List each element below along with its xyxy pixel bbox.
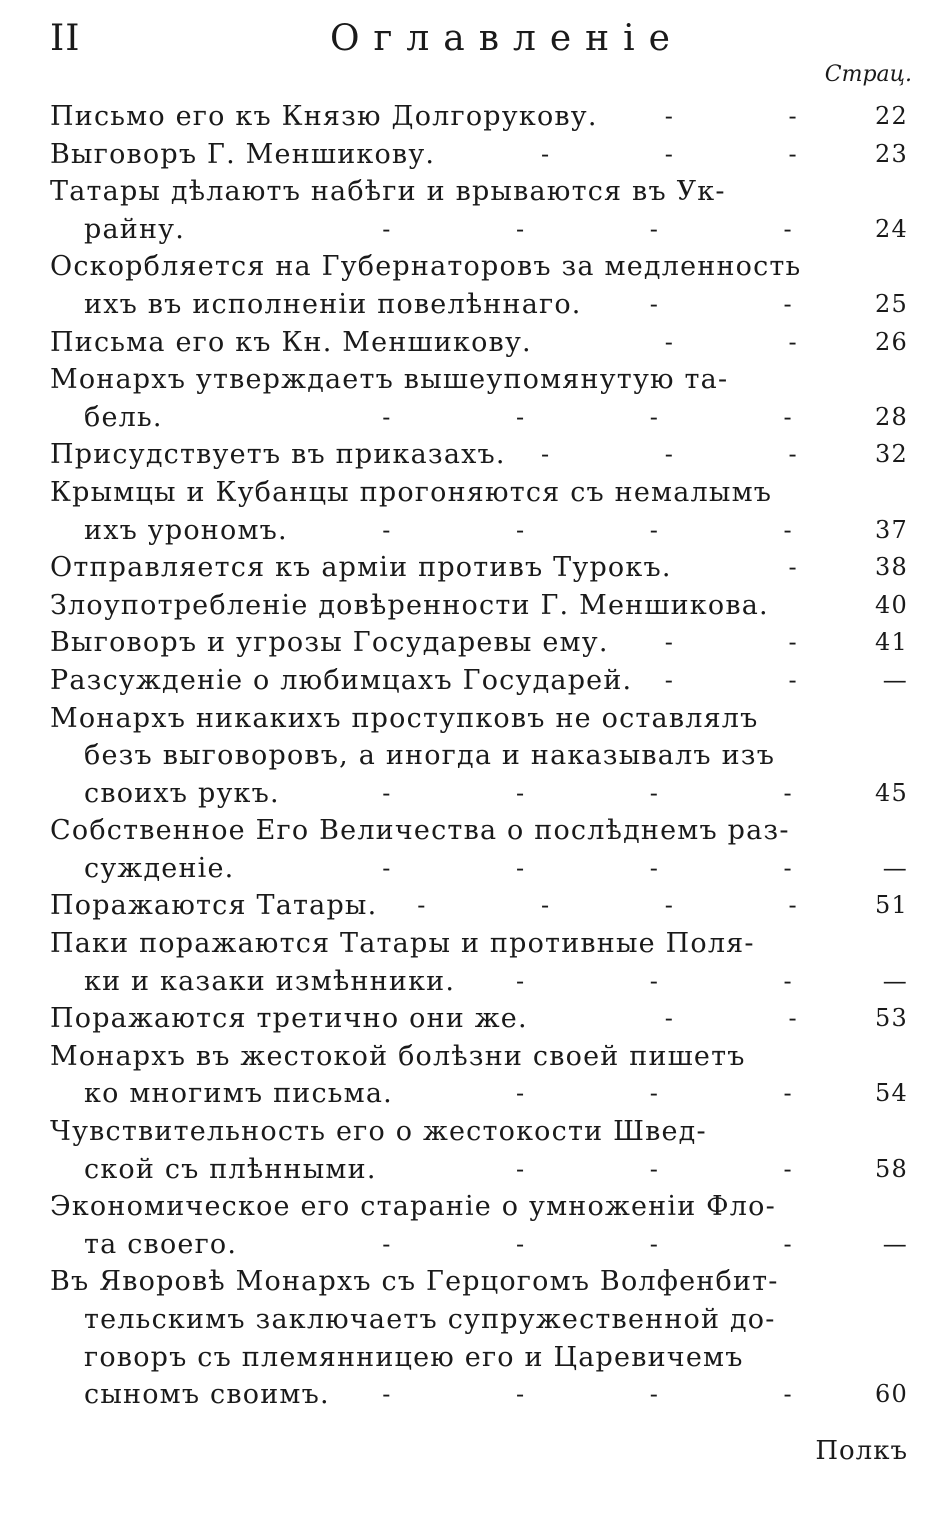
toc-entry-line: [0, 1075, 926, 1113]
toc-entry-line: [0, 662, 926, 700]
toc-entry-text: Выговоръ Г. Меншикову.: [50, 138, 436, 170]
leader-dashes: - - -: [540, 139, 798, 168]
toc-page-ref: 26: [875, 327, 908, 356]
toc-entry: [0, 624, 926, 662]
toc-entry-line: [0, 98, 926, 136]
leader-dashes: - - -: [540, 440, 798, 469]
toc-entry: [0, 361, 926, 436]
toc-entry-line: [0, 248, 926, 286]
toc-entry-line: [0, 399, 926, 437]
toc-page-ref: 37: [875, 515, 908, 544]
toc-entry-text: Экономическое его старанiе о умноженiи Фло-: [50, 1191, 776, 1223]
toc-entry-line: [0, 549, 926, 587]
toc-entry-text: Поражаются Татары.: [50, 890, 378, 922]
toc-entry-text: Поражаются третично они же.: [50, 1003, 528, 1035]
toc-page-ref: 45: [875, 778, 908, 807]
toc-entry-line: [0, 587, 926, 625]
toc-entry-text: Монархъ въ жестокой болѣзни своей пишетъ: [50, 1040, 746, 1072]
toc-page-ref: —: [882, 853, 908, 882]
toc-entry-line: [0, 1339, 926, 1377]
toc-entry-text: Письмо его къ Князю Долгорукову.: [50, 101, 598, 132]
page-title: Оглавленiе: [330, 18, 684, 59]
toc-page-ref: 22: [875, 102, 908, 130]
leader-dashes: - - - -: [382, 515, 793, 544]
toc-entry: [0, 474, 926, 549]
leader-dashes: - -: [664, 1004, 798, 1033]
toc-page-ref: —: [882, 966, 908, 995]
leader-dashes: - -: [664, 102, 798, 130]
leader-dashes: - - - -: [382, 853, 793, 882]
toc-entry: [0, 549, 926, 587]
toc-entry: [0, 248, 926, 323]
leader-dashes: - -: [664, 628, 798, 657]
toc-page-ref: 23: [875, 139, 908, 168]
toc-entry-text: райну.: [84, 213, 186, 245]
toc-entry: [0, 1038, 926, 1113]
toc-entry-line: [0, 474, 926, 512]
toc-entry-text: Паки поражаются Татары и противные Поля-: [50, 928, 755, 960]
leader-dashes: - - - -: [382, 402, 793, 431]
toc-entry: [0, 700, 926, 813]
toc-entry: [0, 587, 926, 625]
toc-entry-line: [0, 1151, 926, 1189]
toc-entry-text: Монархъ никакихъ проступковъ не оставлялъ: [50, 702, 759, 734]
leader-dashes: [360, 587, 855, 625]
toc-entry-line: [0, 1376, 926, 1414]
toc-page-ref: 24: [875, 214, 908, 243]
toc-entry-line: [0, 775, 926, 813]
table-of-contents: [0, 98, 926, 1414]
toc-page-ref: 28: [875, 402, 908, 431]
toc-entry-text: Чувствительность его о жестокости Швед-: [50, 1116, 707, 1148]
toc-entry-line: [0, 1263, 926, 1301]
leader-dashes: - -: [649, 289, 793, 318]
toc-entry-line: [0, 361, 926, 399]
toc-entry: [0, 1000, 926, 1038]
toc-entry: [0, 887, 926, 925]
toc-entry-line: [0, 812, 926, 850]
toc-page-ref: 32: [875, 440, 908, 469]
toc-page-ref: 41: [875, 628, 908, 657]
toc-entry-line: [0, 173, 926, 211]
leader-dashes: - - - -: [382, 1380, 793, 1409]
toc-entry-line: [0, 1226, 926, 1264]
toc-entry-line: [0, 436, 926, 474]
toc-entry-text: Оскорбляется на Губернаторовъ за медленность: [50, 251, 802, 283]
leader-dashes: -: [788, 553, 798, 582]
toc-entry: [0, 436, 926, 474]
toc-entry-text: Крымцы и Кубанцы прогоняются съ немалымъ: [50, 476, 773, 508]
toc-entry-line: [0, 324, 926, 362]
toc-entry-line: [0, 700, 926, 738]
toc-page-ref: —: [882, 1229, 908, 1258]
toc-entry-text: Татары дѣлаютъ набѣги и врываются въ Ук-: [50, 176, 726, 208]
leader-dashes: - -: [664, 327, 798, 356]
toc-page-ref: —: [882, 665, 908, 694]
toc-entry-line: [0, 624, 926, 662]
toc-entry-text: Монархъ утверждаетъ вышеупомянутую та-: [50, 364, 729, 396]
toc-entry-text: ихъ урономъ.: [84, 514, 288, 546]
toc-entry: [0, 1113, 926, 1188]
toc-entry-text: бель.: [84, 401, 163, 433]
toc-entry-text: ихъ въ исполненiи повелѣннаго.: [84, 288, 582, 320]
toc-entry-line: [0, 1113, 926, 1151]
toc-entry-text: Письма его къ Кн. Меншикову.: [50, 326, 532, 358]
toc-entry-text: сыномъ своимъ.: [84, 1379, 330, 1411]
toc-entry-line: [0, 737, 926, 775]
toc-entry: [0, 1263, 926, 1413]
toc-page-ref: 40: [875, 590, 908, 619]
toc-entry: [0, 662, 926, 700]
toc-entry-text: Въ Яворовѣ Монархъ съ Герцогомъ Волфенбит-: [50, 1266, 779, 1298]
toc-entry-line: [0, 925, 926, 963]
toc-entry-line: [0, 850, 926, 888]
toc-page-ref: 38: [875, 553, 908, 582]
leader-dashes: - - - -: [417, 891, 798, 920]
toc-entry-text: Злоупотребленiе довѣренности Г. Меншикова.: [50, 589, 769, 621]
leader-dashes: - - - -: [382, 1229, 793, 1258]
toc-entry-line: [0, 1038, 926, 1076]
toc-entry-line: [0, 136, 926, 174]
page-column-header: Страц.: [824, 62, 912, 87]
page-number: II: [50, 18, 81, 59]
toc-entry-line: [0, 1000, 926, 1038]
toc-entry-line: [0, 887, 926, 925]
toc-entry-text: Отправляется къ армiи противъ Турокъ.: [50, 552, 672, 584]
toc-entry-text: та своего.: [84, 1228, 238, 1260]
toc-entry-text: своихъ рукъ.: [84, 777, 280, 809]
toc-entry-line: [0, 512, 926, 550]
toc-entry: [0, 925, 926, 1000]
catchword: Полкъ: [815, 1436, 908, 1466]
toc-entry-text: ской съ плѣнными.: [84, 1153, 377, 1185]
leader-dashes: - - -: [515, 966, 793, 995]
toc-entry-line: [0, 963, 926, 1001]
toc-entry-text: Присудствуетъ въ приказахъ.: [50, 439, 506, 471]
toc-entry: [0, 1188, 926, 1263]
leader-dashes: - - - -: [382, 214, 793, 243]
toc-entry-text: Выговоръ и угрозы Государевы ему.: [50, 627, 609, 659]
toc-entry-line: [0, 286, 926, 324]
leader-dashes: - -: [664, 665, 798, 694]
toc-entry: [0, 136, 926, 174]
toc-page-ref: 25: [875, 289, 908, 318]
toc-entry-text: ки и казаки измѣнники.: [84, 965, 456, 997]
toc-entry: [0, 324, 926, 362]
toc-entry-text: Разсужденiе о любимцахъ Государей.: [50, 664, 633, 696]
toc-entry-text: говоръ съ племянницею его и Царевичемъ: [84, 1341, 744, 1373]
toc-entry: [0, 98, 926, 136]
leader-dashes: - - - -: [382, 778, 793, 807]
toc-entry: [0, 812, 926, 887]
toc-entry-line: [0, 211, 926, 249]
toc-entry-text: тельскимъ заключаетъ супружественной до-: [84, 1304, 776, 1335]
toc-page-ref: 53: [875, 1004, 908, 1033]
leader-dashes: - - -: [515, 1079, 793, 1108]
leader-dashes: - - -: [515, 1154, 793, 1183]
toc-entry-line: [0, 1188, 926, 1226]
toc-page-ref: 54: [875, 1079, 908, 1108]
toc-page-ref: 60: [875, 1380, 908, 1409]
toc-page-ref: 51: [875, 891, 908, 920]
toc-entry-text: безъ выговоровъ, а иногда и наказывалъ изъ: [84, 740, 776, 772]
toc-page-ref: 58: [875, 1154, 908, 1183]
toc-entry-text: Собственное Его Величества о послѣднемъ раз-: [50, 815, 790, 847]
toc-entry: [0, 173, 926, 248]
toc-entry-text: ко многимъ письма.: [84, 1078, 393, 1110]
toc-entry-text: сужденiе.: [84, 852, 235, 884]
toc-entry-line: [0, 1301, 926, 1339]
